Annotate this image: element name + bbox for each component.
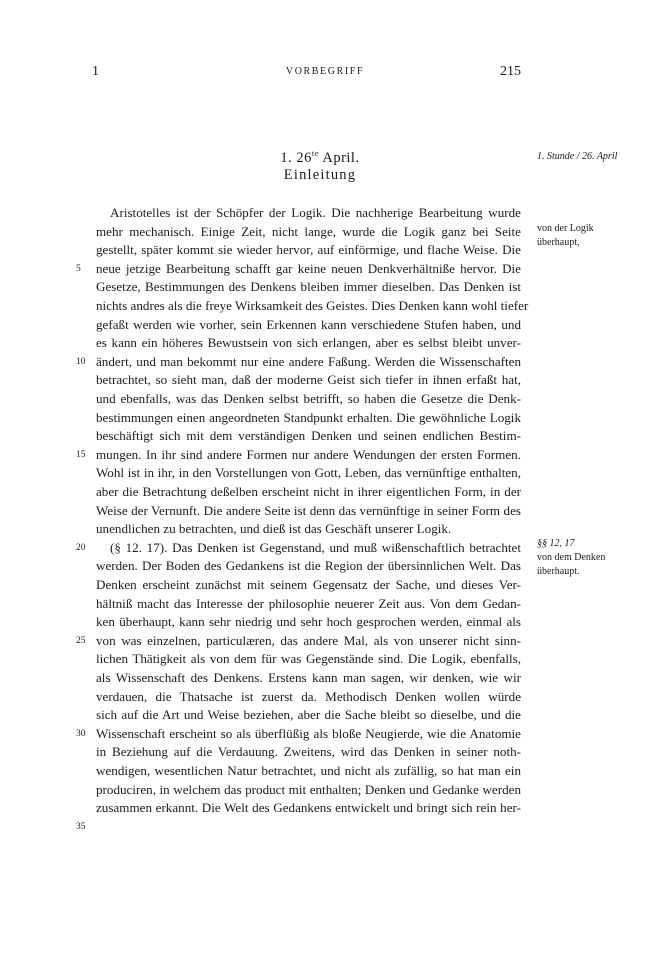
text-line: als Wissenschaft des Denkens. Erstens kann man sagen, wir denken, wie wir (96, 670, 521, 685)
sidenote-thinking (537, 537, 605, 579)
text-line: beschäftigt sich mit dem verständigen Denken und seinen endlichen Bestim- (96, 428, 521, 444)
section-title: Einleitung (283, 167, 357, 183)
text-line: ken überhaupt, kann sehr niedrig und sehr hoch gesprochen werden, einmal als (96, 614, 521, 630)
text-line: in Beziehung auf die Verdauung. Zweitens, wird das Denken in seiner noth- (96, 744, 521, 760)
text-line: nichts andres als die freye Wirksamkeit des Geistes. Dies Denken kann wohl tiefer (96, 298, 529, 313)
text-line: Weise der Vernunft. Die andere Seite ist denn das vernünftige in seiner Form des (96, 502, 521, 518)
page-column-number: 1 (92, 64, 99, 79)
text-line: werden. Der Boden des Gedankens ist die Region der übersinnlichen Welt. Das (96, 558, 521, 574)
line-number: 35 (76, 821, 86, 832)
text-line: Wohl ist in ihr, in den Vorstellungen von Gott, Leben, das vernünftige enthalten, (96, 465, 521, 481)
margin-note-session: 1. Stunde / 26. April (537, 151, 618, 162)
lecture-date-heading (200, 148, 440, 167)
text-line: mungen. In ihr sind andere Formen nur andere Wendungen der ersten Formen. (96, 446, 521, 462)
line-number: 5 (76, 263, 81, 274)
text-line: Denken erscheint zunächst mit seinem Gegensatz der Sache, und dieses Ver- (96, 577, 521, 592)
text-line: lichen Thätigkeit als von dem für was Gegenstände sind. Die Logik, ebenfalls, (96, 651, 521, 667)
text-line: neue jetzige Bearbeitung schafft gar keine neuen Denkverhältniße hervor. Die (96, 260, 521, 276)
text-line: wendigen, wesentlichen Natur betrachtet, und nicht als zufällig, so hat man ein (96, 763, 521, 778)
text-line: von was einzelnen, particulæren, das andere Mal, als von unserer nicht sinn- (96, 632, 521, 648)
text-line: Gesetze, Bestimmungen des Denkens bleiben immer dieselben. Das Denken ist (96, 279, 521, 295)
sidenote-logic (537, 222, 594, 250)
line-number: 15 (76, 449, 86, 460)
text-line: produciren, in welchem das product mit enthalten; Denken und Gedanke werden (96, 781, 521, 797)
text-line: gefaßt werden wie vorher, sein Erkennen kann verschiedene Stufen haben, und (96, 316, 521, 332)
text-line: (§ 12. 17). Das Denken ist Gegenstand, und muß wißenschaftlich betrachtet (110, 539, 521, 555)
running-head: VORBEGRIFF (285, 66, 365, 77)
sidenote-line: von dem Denken (537, 552, 606, 563)
heading-month: April. (319, 149, 360, 166)
text-line: hältniß macht das Interesse der philosophie neuerer Zeit aus. Von dem Gedan- (96, 595, 521, 611)
text-line: verdauen, die Thatsache ist zuerst da. Methodisch Denken wollen würde (96, 688, 521, 704)
line-number: 10 (76, 356, 86, 367)
text-line: mehr mechanisch. Einige Zeit, nicht lange, wurde die Logik ganz bei Seite (96, 223, 521, 239)
text-line: betrachtet, so sieht man, daß der moderne Geist sich tiefer in ihnen erfaßt hat, (96, 372, 521, 388)
text-line: es kann ein höheres Bewustsein von sich erlangen, aber es selbst bleibt unver- (96, 335, 521, 351)
sidenote-line: überhaupt. (537, 566, 580, 577)
text-line: ändert, und man bekommt nur eine andere Faßung. Werden die Wissenschaften (96, 353, 521, 369)
text-line: Aristotelles ist der Schöpfer der Logik. Die nachherige Bearbeitung wurde (110, 205, 521, 220)
text-line: zusammen erkannt. Die Welt des Gedankens entwickelt und bringt sich rein her- (96, 800, 521, 816)
sidenote-line: §§ 12, 17 (537, 538, 575, 549)
text-line: bestimmungen einen angeordneten Standpunkt erhalten. Die gewöhnliche Logik (96, 409, 521, 425)
text-line: sich auf die Art und Weise beziehen, aber die Sache bleibt so dieselbe, und die (96, 707, 521, 723)
heading-date-superscript: te (311, 148, 320, 158)
text-line: Wissenschaft erscheint so als überflüßig als bloße Neugierde, wie die Anatomie (96, 725, 521, 741)
heading-date: 1. 26 (280, 149, 312, 166)
line-number: 25 (76, 635, 86, 646)
text-line: und ebenfalls, was das Denken selbst betrifft, so haben die Gesetze die Denk- (96, 391, 521, 406)
line-number: 20 (76, 542, 86, 553)
line-number: 30 (76, 728, 86, 739)
text-line: unendlichen zu betrachten, und dieß ist das Geschäft unserer Logik. (96, 521, 452, 537)
page-number: 215 (500, 64, 521, 79)
sidenote-line: überhaupt, (537, 237, 580, 248)
text-line: aber die Betrachtung deßelben erscheint nicht in ihrer eigentlichen Form, in der (96, 484, 521, 499)
text-line: gestellt, später kommt sie wieder hervor, auf einförmige, und flache Weise. Die (96, 242, 521, 258)
sidenote-line: von der Logik (537, 223, 594, 234)
